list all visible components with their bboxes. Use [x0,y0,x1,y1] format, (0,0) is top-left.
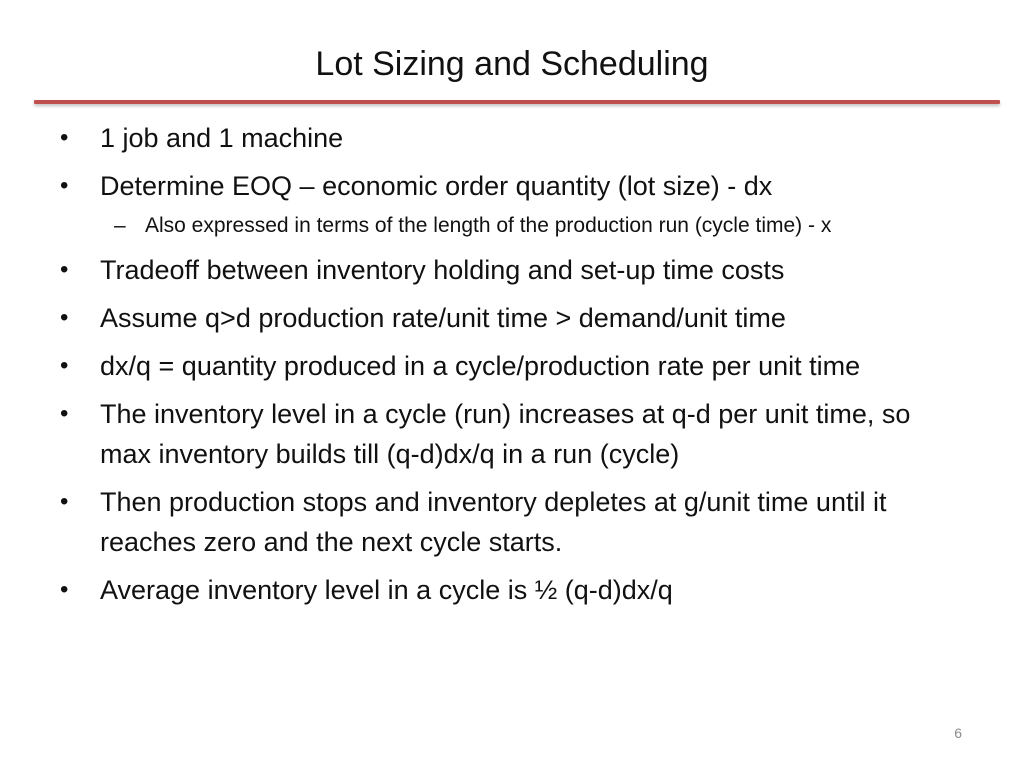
bullet-item [60,166,960,206]
bullet-icon: • [60,576,69,603]
bullet-item [60,482,960,562]
bullet-text: Then production stops and inventory depletes at g/unit time until it reaches zero and the next cycle starts. [100,487,887,557]
bullet-icon: • [60,172,69,199]
bullet-icon: • [60,304,69,331]
title-divider [34,100,1000,104]
bullet-icon: • [60,352,69,379]
bullet-text: The inventory level in a cycle (run) increases at q-d per unit time, so max inventory builds till (q-d)dx/q in a run (cycle) [100,399,911,469]
bullet-text: dx/q = quantity produced in a cycle/production rate per unit time [100,351,861,381]
slide-title: Lot Sizing and Scheduling [315,45,709,83]
bullet-icon: • [60,488,69,515]
bullet-icon: • [60,124,69,151]
bullet-text: 1 job and 1 machine [100,123,344,153]
bullet-item [60,570,960,610]
dash-icon: – [114,214,126,237]
bullet-item [60,346,960,386]
bullet-text: Tradeoff between inventory holding and set-up time costs [100,255,785,285]
bullet-item [60,118,960,158]
page-number: 6 [954,725,962,741]
bullet-item [60,298,960,338]
bullet-icon: • [60,400,69,427]
bullet-item [60,394,960,474]
sub-bullet-item [60,210,960,242]
bullet-item [60,250,960,290]
sub-bullet-text: Also expressed in terms of the length of the production run (cycle time) - x [145,214,832,237]
bullet-text: Average inventory level in a cycle is ½ (q-d)dx/q [100,575,673,605]
bullet-list [60,118,960,618]
bullet-text: Determine EOQ – economic order quantity (lot size) - dx [100,171,773,201]
bullet-text: Assume q>d production rate/unit time > demand/unit time [100,303,786,333]
bullet-icon: • [60,256,69,283]
